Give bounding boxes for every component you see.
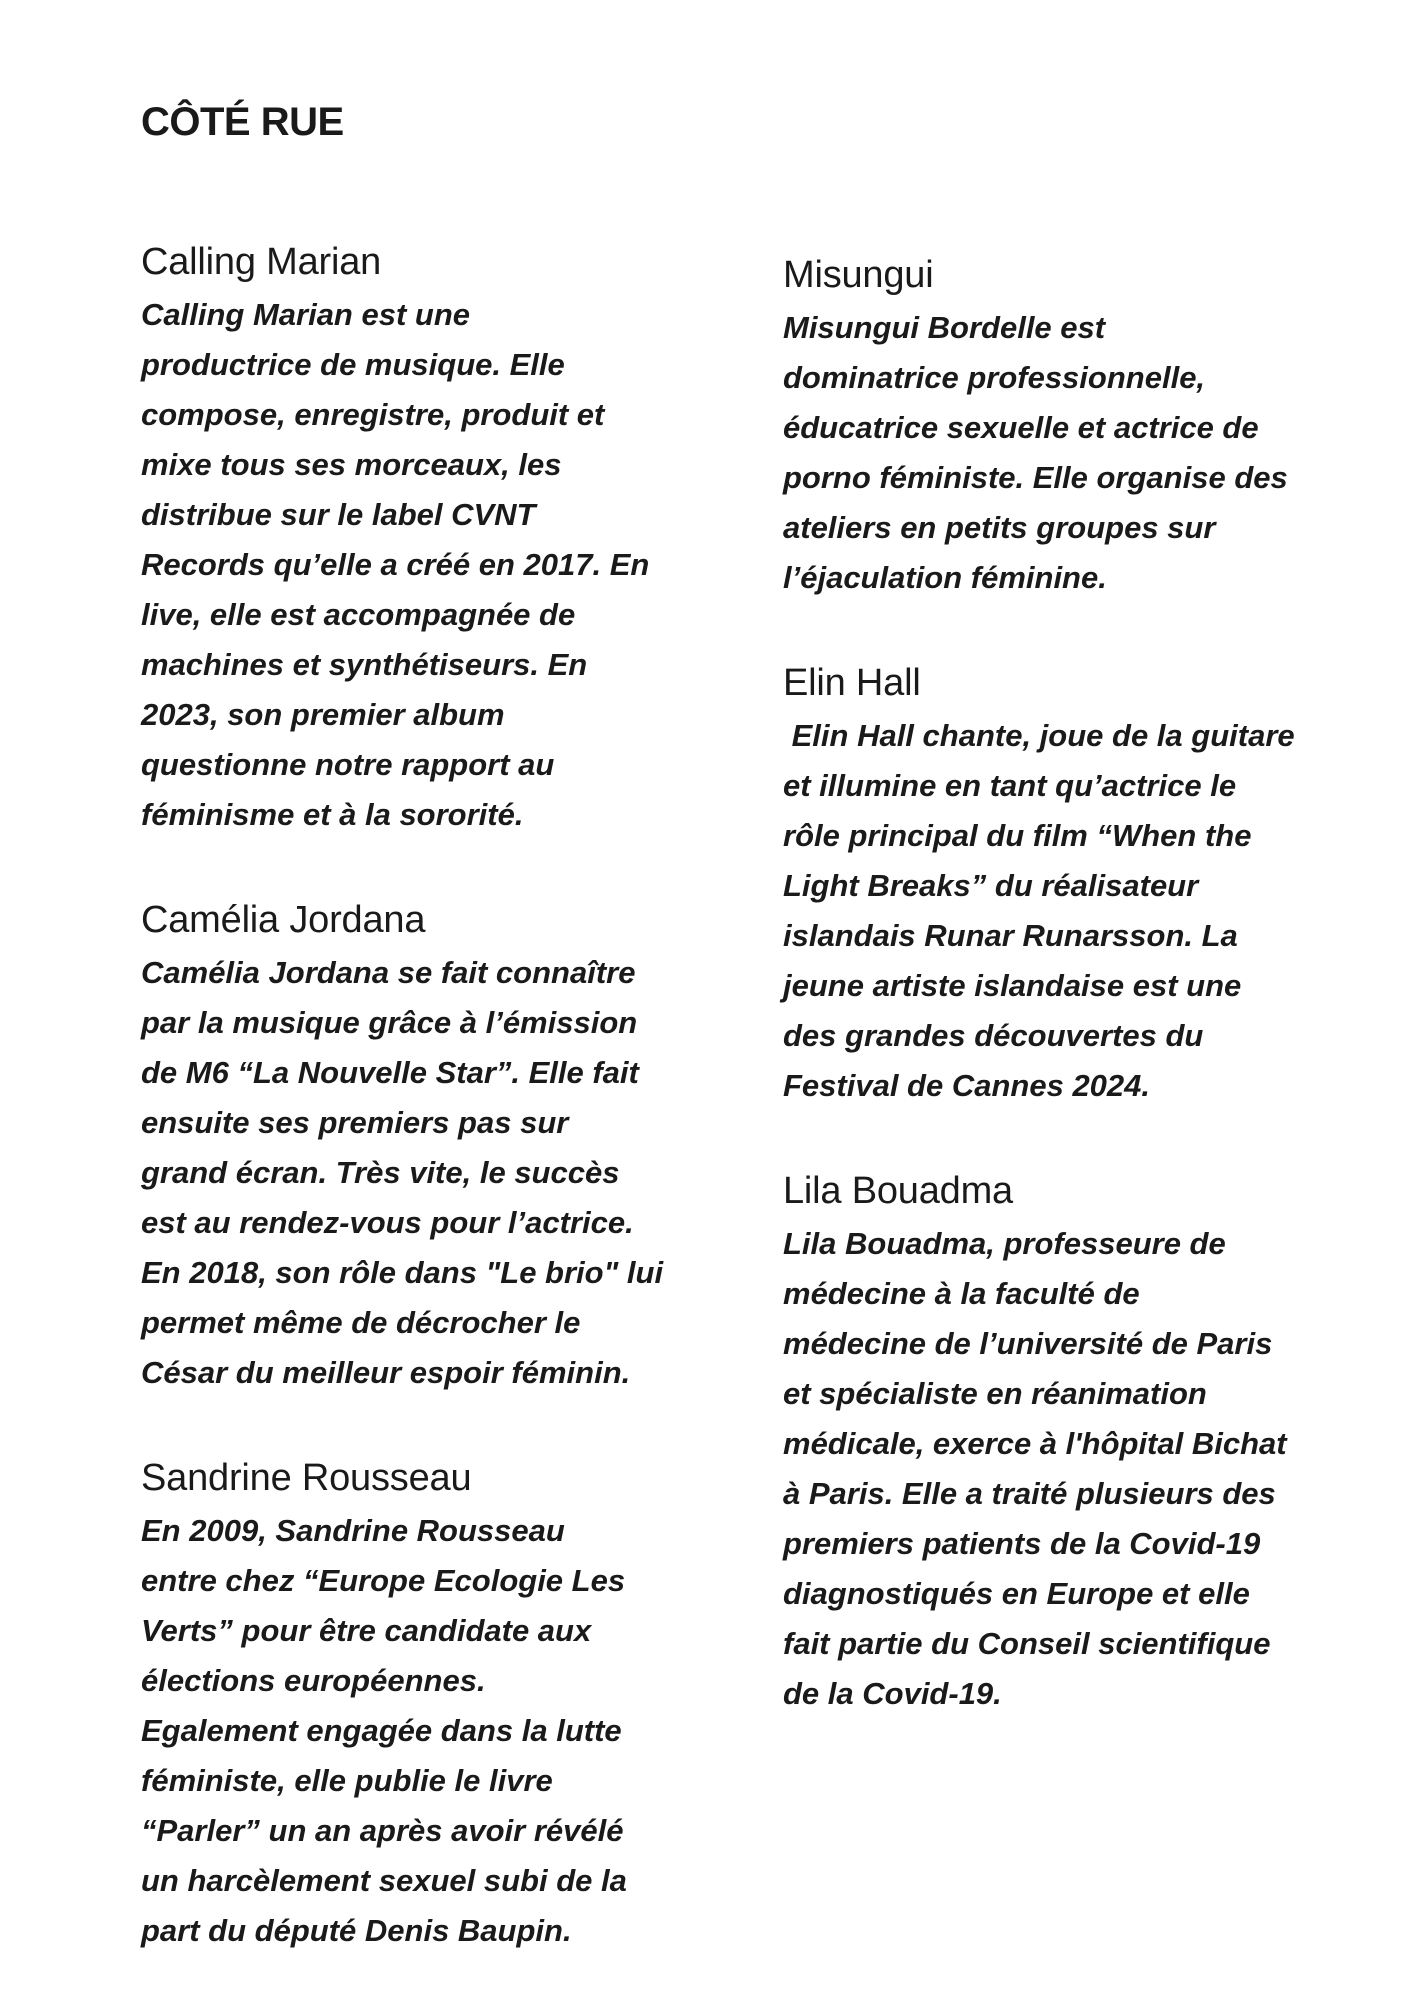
- bio-line: à Paris. Elle a traité plusieurs des: [783, 1476, 1276, 1511]
- page-title: CÔTÉ RUE: [141, 100, 344, 144]
- person-name: Lila Bouadma: [783, 1170, 1013, 1212]
- bio-line: premiers patients de la Covid-19: [783, 1526, 1261, 1561]
- bio-line: part du député Denis Baupin.: [141, 1913, 572, 1948]
- bio-line: médecine à la faculté de: [783, 1276, 1140, 1311]
- bio-line: fait partie du Conseil scientifique: [783, 1626, 1271, 1661]
- bio-line: et spécialiste en réanimation: [783, 1376, 1207, 1411]
- bio-line: Light Breaks” du réalisateur: [783, 868, 1199, 903]
- bio-line: En 2009, Sandrine Rousseau: [141, 1513, 565, 1548]
- bio-line: live, elle est accompagnée de: [141, 597, 576, 632]
- bio-line: élections européennes.: [141, 1663, 486, 1698]
- person-entry-lila-bouadma: [783, 1165, 1363, 1719]
- bio-line: est au rendez-vous pour l’actrice.: [141, 1205, 634, 1240]
- bio-line: l’éjaculation féminine.: [783, 560, 1107, 595]
- bio-line: 2023, son premier album: [141, 697, 505, 732]
- bio-line: diagnostiqués en Europe et elle: [783, 1576, 1250, 1611]
- bio-line: ateliers en petits groupes sur: [783, 510, 1216, 545]
- bio-line: féministe, elle publie le livre: [141, 1763, 553, 1798]
- bio-line: Festival de Cannes 2024.: [783, 1068, 1151, 1103]
- bio-line: machines et synthétiseurs. En: [141, 647, 588, 682]
- person-entry-calling-marian: [141, 236, 721, 840]
- person-bio: [141, 948, 721, 1398]
- person-bio: [141, 290, 721, 840]
- bio-line: féminisme et à la sororité.: [141, 797, 524, 832]
- bio-line: “Parler” un an après avoir révélé: [141, 1813, 624, 1848]
- bio-line: rôle principal du film “When the: [783, 818, 1252, 853]
- left-column: [141, 236, 721, 1956]
- bio-line: productrice de musique. Elle: [141, 347, 565, 382]
- person-name: Camélia Jordana: [141, 899, 426, 941]
- bio-line: entre chez “Europe Ecologie Les: [141, 1563, 626, 1598]
- bio-line: César du meilleur espoir féminin.: [141, 1355, 631, 1390]
- bio-line: des grandes découvertes du: [783, 1018, 1204, 1053]
- bio-line: de la Covid-19.: [783, 1676, 1002, 1711]
- bio-line: médecine de l’université de Paris: [783, 1326, 1273, 1361]
- bio-line: Egalement engagée dans la lutte: [141, 1713, 622, 1748]
- person-entry-sandrine-rousseau: [141, 1452, 721, 1956]
- bio-line: mixe tous ses morceaux, les: [141, 447, 562, 482]
- bio-line: permet même de décrocher le: [141, 1305, 581, 1340]
- person-name: Elin Hall: [783, 662, 921, 704]
- person-bio: [783, 1219, 1363, 1719]
- bio-line: Misungui Bordelle est: [783, 310, 1106, 345]
- bio-line: distribue sur le label CVNT: [141, 497, 536, 532]
- person-name: Sandrine Rousseau: [141, 1457, 472, 1499]
- bio-line: par la musique grâce à l’émission: [141, 1005, 638, 1040]
- person-name: Misungui: [783, 254, 934, 296]
- bio-line: jeune artiste islandaise est une: [783, 968, 1242, 1003]
- person-entry-misungui: [783, 249, 1363, 603]
- bio-line: Camélia Jordana se fait connaître: [141, 955, 636, 990]
- bio-line: médicale, exerce à l'hôpital Bichat: [783, 1426, 1287, 1461]
- bio-line: Verts” pour être candidate aux: [141, 1613, 592, 1648]
- person-entry-camelia-jordana: [141, 894, 721, 1398]
- bio-line: Lila Bouadma, professeure de: [783, 1226, 1226, 1261]
- bio-line: dominatrice professionnelle,: [783, 360, 1206, 395]
- bio-line: islandais Runar Runarsson. La: [783, 918, 1238, 953]
- bio-line: Elin Hall chante, joue de la guitare: [783, 718, 1295, 753]
- person-bio: [783, 711, 1363, 1111]
- bio-line: porno féministe. Elle organise des: [783, 460, 1288, 495]
- bio-line: Records qu’elle a créé en 2017. En: [141, 547, 650, 582]
- right-column: [783, 249, 1363, 1719]
- bio-line: compose, enregistre, produit et: [141, 397, 605, 432]
- bio-line: de M6 “La Nouvelle Star”. Elle fait: [141, 1055, 639, 1090]
- bio-line: un harcèlement sexuel subi de la: [141, 1863, 627, 1898]
- bio-line: ensuite ses premiers pas sur: [141, 1105, 569, 1140]
- bio-line: grand écran. Très vite, le succès: [141, 1155, 620, 1190]
- bio-line: éducatrice sexuelle et actrice de: [783, 410, 1259, 445]
- bio-line: questionne notre rapport au: [141, 747, 555, 782]
- person-bio: [141, 1506, 721, 1956]
- bio-line: et illumine en tant qu’actrice le: [783, 768, 1237, 803]
- bio-line: En 2018, son rôle dans "Le brio" lui: [141, 1255, 664, 1290]
- person-entry-elin-hall: [783, 657, 1363, 1111]
- person-name: Calling Marian: [141, 241, 382, 283]
- person-bio: [783, 303, 1363, 603]
- bio-line: Calling Marian est une: [141, 297, 471, 332]
